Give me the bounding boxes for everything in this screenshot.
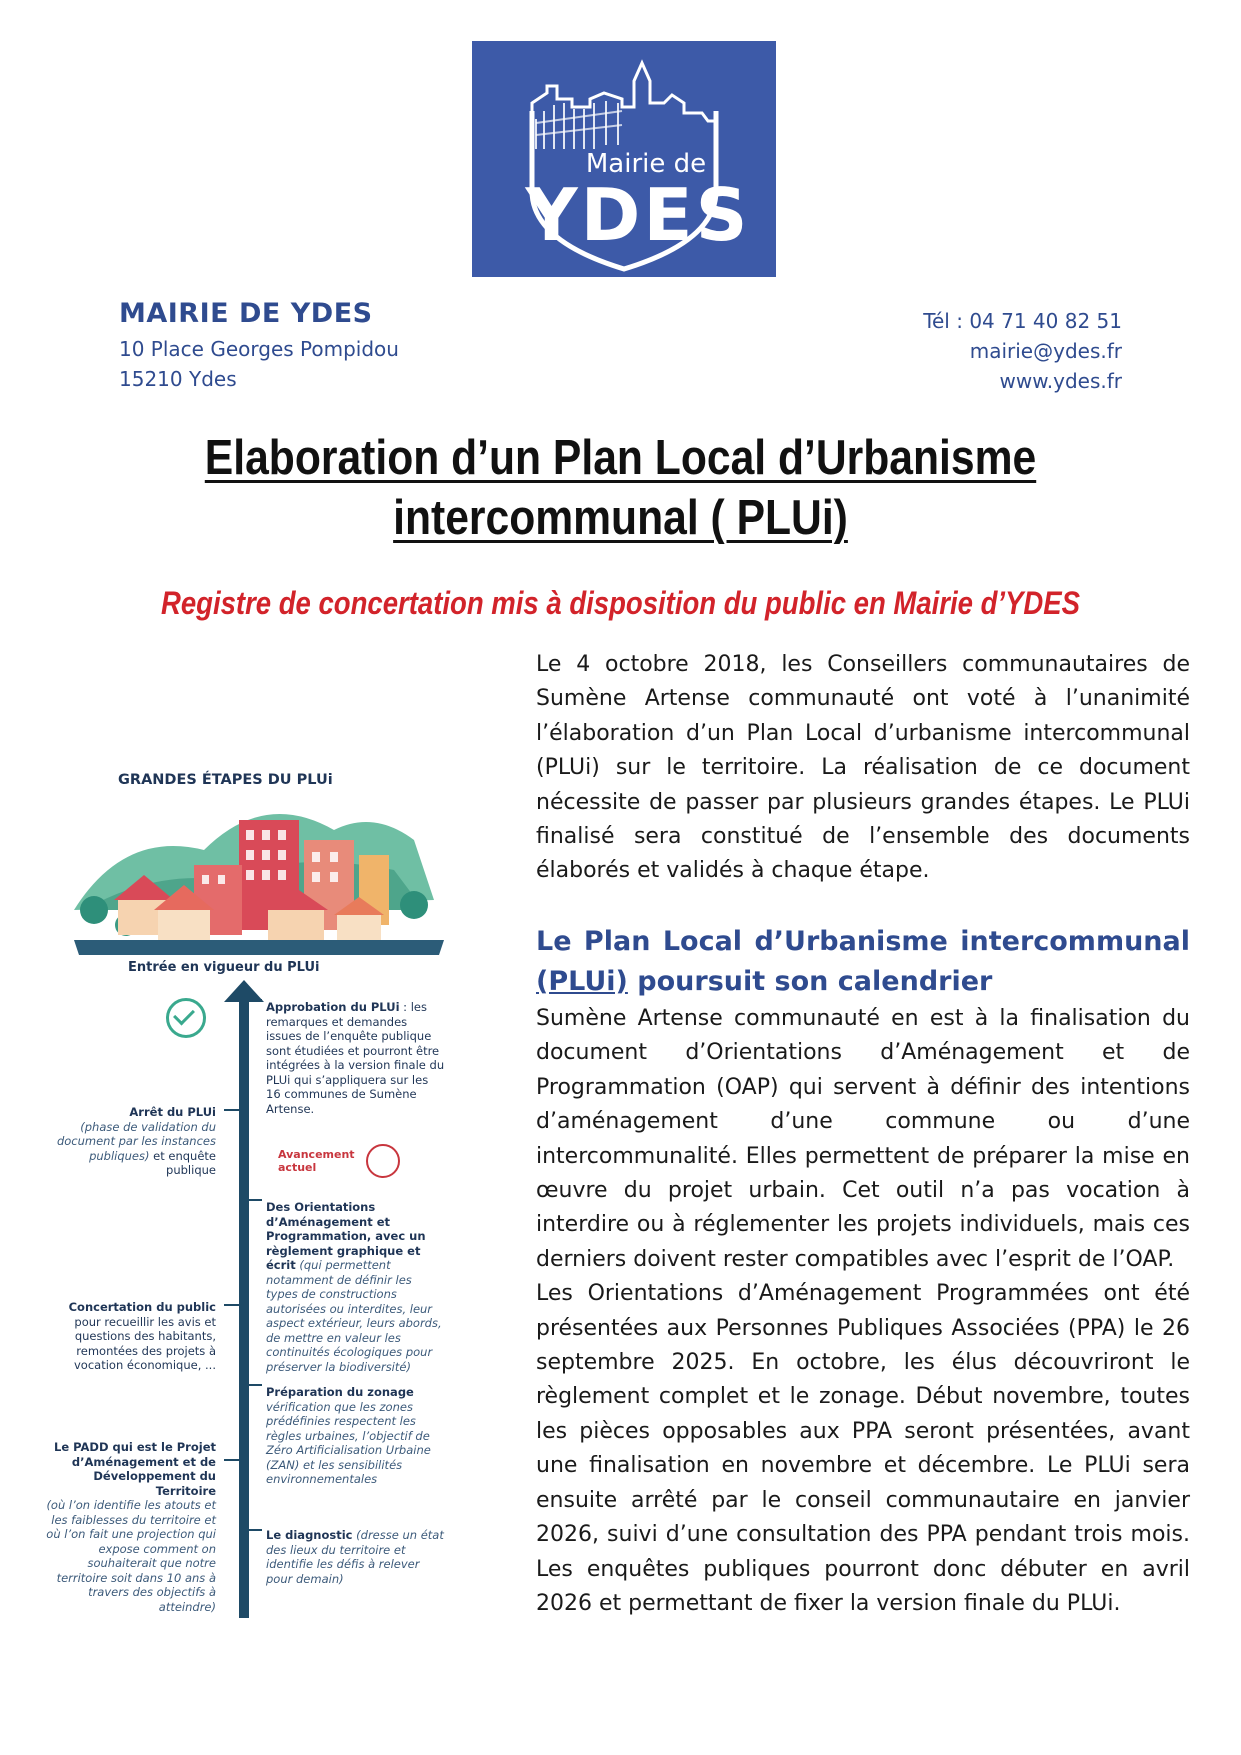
step-oap	[266, 1200, 446, 1374]
step-title: Approbation du PLUi	[266, 1000, 400, 1014]
oap-paragraph: Sumène Artense communauté en est à la finalisation du document d’Orientations d’Aménagement et de Programmation (OAP) qui servent à définir des intentions d’aménagement d’une commune ou d’une intercommunalité. Elles permettent de préparer la mise en œuvre du projet urbain. Cet outil n’a pas vocation à interdire ou à réglementer les projets individuels, mais ces derniers doivent rester compatibles avec l’esprit de l’OAP.	[536, 1006, 1190, 1272]
step-title: Arrêt du PLUi	[129, 1105, 216, 1119]
address-line-2: 15210 Ydes	[119, 367, 237, 391]
step-title: Des Orientations d’Aménagement et Programmation, avec un règlement graphique et écrit	[266, 1200, 426, 1272]
step-desc: : les remarques et demandes issues de l’enquête publique sont étudiées et pourront être intégrées à la version finale du PLUi qui s’appliquera sur les 16 communes de Sumène Artense.	[266, 1000, 445, 1116]
section-title-rest: poursuit son calendrier	[627, 966, 993, 997]
organization-address	[119, 298, 399, 394]
document-subtitle: Registre de concertation mis à disposition du public en Mairie d’YDES	[160, 585, 1081, 621]
section-title-line-2	[536, 962, 992, 1002]
plui-abbreviation: (PLUi)	[536, 966, 628, 997]
address-line-1: 10 Place Georges Pompidou	[119, 337, 399, 361]
step-desc: (dresse un état des lieux du territoire et identifie les défis à relever pour demain)	[266, 1528, 444, 1586]
plui-steps-infographic	[34, 760, 484, 1630]
body-paragraphs	[536, 1002, 1190, 1621]
intro-paragraph: Le 4 octobre 2018, les Conseillers communautaires de Sumène Artense communauté ont voté à l’unanimité l’élaboration d’un Plan Local d’urbanisme intercommunal (PLUi) sur le territoire. La réalisation de ce document nécessite de passer par plusieurs grandes étapes. Le PLUi finalisé sera constitué de l’ensemble des documents élaborés et validés à chaque étape.	[536, 652, 1190, 884]
step-title: Le PADD qui est le Projet d’Aménagement et de Développement du Territoire	[54, 1440, 216, 1498]
step-concertation	[46, 1300, 216, 1373]
organization-name: MAIRIE DE YDES	[119, 298, 373, 329]
step-desc: vérification que les zones prédéfinies respectent les règles urbaines, l’objectif de Zéro Artificialisation Urbaine (ZAN) et les sensibilités environnementales	[266, 1399, 431, 1486]
step-padd	[46, 1440, 216, 1614]
pointer-hand-icon	[366, 1144, 400, 1178]
step-title: Concertation du public	[68, 1300, 216, 1314]
current-progress-label: Avancement actuel	[278, 1148, 355, 1174]
logo-ydes-text: YDES	[525, 173, 751, 257]
step-diagnostic	[266, 1528, 446, 1586]
contact-info	[923, 306, 1122, 396]
entry-into-force-label: Entrée en vigueur du PLUi	[128, 960, 320, 975]
email-address[interactable]: mairie@ydes.fr	[969, 339, 1122, 363]
document-title	[150, 428, 1090, 548]
section-title-line-1: Le Plan Local d’Urbanisme intercommunal	[536, 926, 1190, 957]
calendar-paragraph: Les Orientations d’Aménagement Programmées ont été présentées aux Personnes Publiques Associées (PPA) le 26 septembre 2025. En octobre, les élus découvriront le règlement complet et le zonage. Début novembre, toutes les pièces opposables aux PPA seront présentées, avant une finalisation en novembre et décembre. Le PLUi sera ensuite arrêté par le conseil communautaire en janvier 2026, suivi d’une consultation des PPA pendant trois mois. Les enquêtes publiques pourront donc débuter en avril 2026 et permettant de fixer la version finale du PLUi.	[536, 1281, 1190, 1616]
step-arret	[46, 1105, 216, 1178]
step-desc: (où l’on identifie les atouts et les faiblesses du territoire et où l’on fait une projection qui expose comment on souhaiterait que notre territoire soit dans 10 ans à travers des objectifs à atteindre)	[46, 1498, 216, 1614]
step-desc: (phase de validation du document par les instances publiques)	[56, 1119, 216, 1163]
step-title: Préparation du zonage	[266, 1385, 414, 1399]
title-line-2: intercommunal ( PLUi)	[393, 491, 848, 545]
step-tail: et enquête publique	[153, 1148, 216, 1177]
title-line-1: Elaboration d’un Plan Local d’Urbanisme	[204, 431, 1037, 485]
phone-number: Tél : 04 71 40 82 51	[923, 309, 1122, 333]
step-approbation	[266, 1000, 446, 1116]
website-link[interactable]: www.ydes.fr	[999, 369, 1122, 393]
step-zonage	[266, 1385, 446, 1487]
step-desc: pour recueillir les avis et questions des habitants, remontées des projets à vocation économique, ...	[74, 1314, 216, 1372]
logo-mairie-de-text: Mairie de	[585, 149, 707, 179]
check-circle-icon	[166, 998, 206, 1038]
step-title: Le diagnostic	[266, 1528, 353, 1542]
infographic-heading: GRANDES ÉTAPES DU PLUi	[118, 772, 333, 788]
mairie-logo	[472, 41, 776, 277]
step-desc: (qui permettent notamment de définir les types de constructions autorisées ou interdites, leur aspect extérieur, leurs abords, de mettre en valeur les continuités écologiques pour préserver la biodiversité)	[266, 1258, 442, 1374]
